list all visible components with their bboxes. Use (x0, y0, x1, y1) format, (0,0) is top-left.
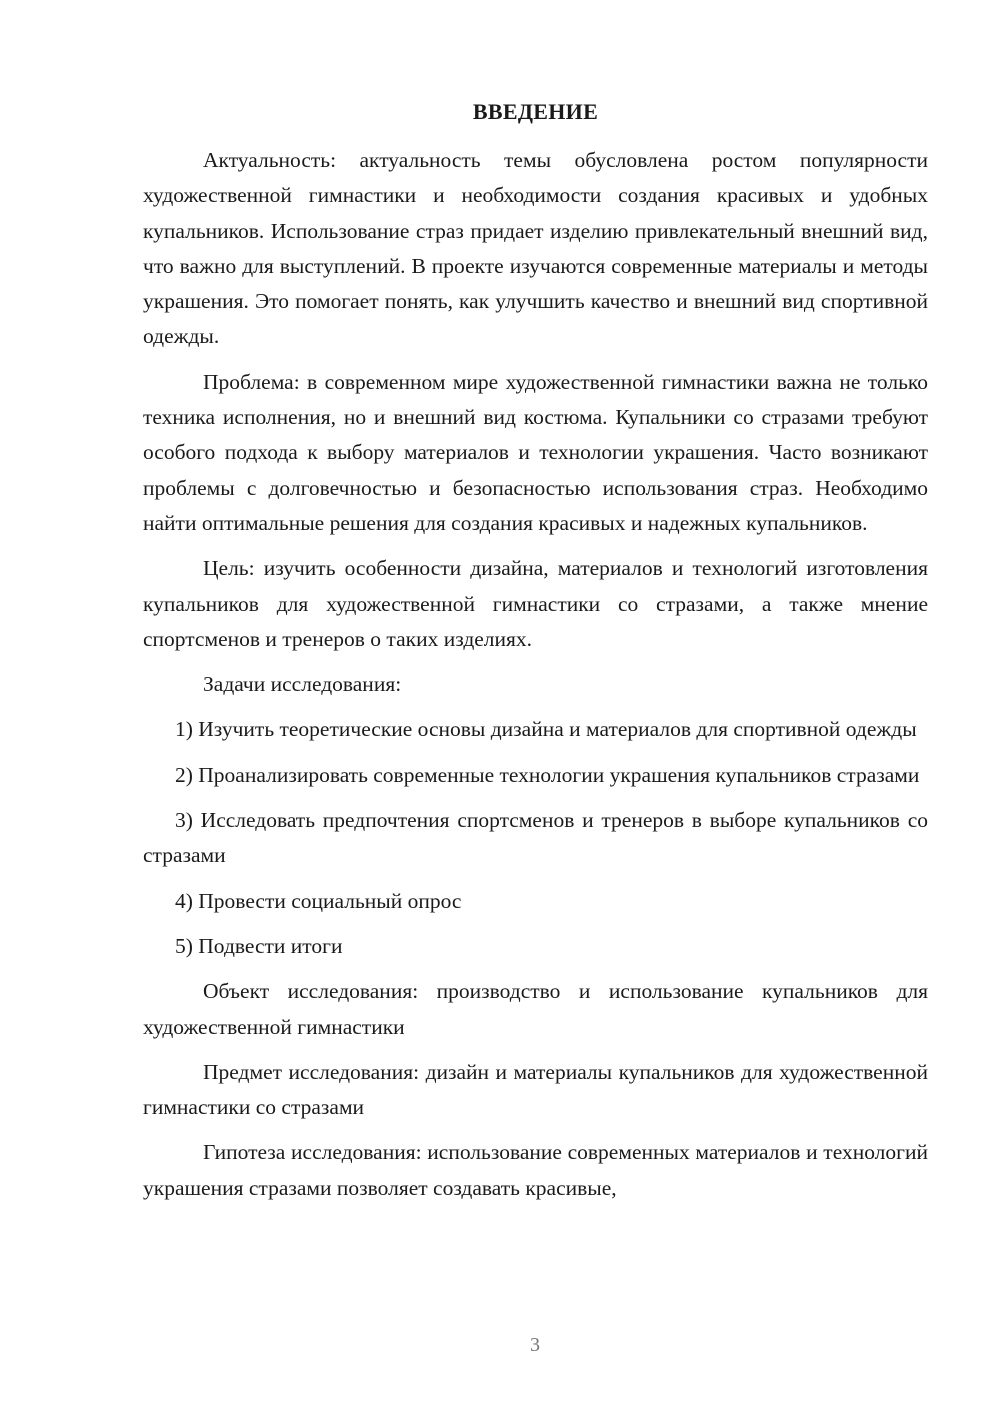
goal-paragraph: Цель: изучить особенности дизайна, материалов и технологий изготовления купальников для художественной гимнастики со стразами, а также мнение спортсменов и тренеров о таких изделиях. (143, 556, 928, 651)
page-content (143, 94, 928, 1216)
page-number: 3 (530, 1334, 540, 1356)
task-item-4: 4) Провести социальный опрос (175, 888, 462, 913)
task-item-5: 5) Подвести итоги (175, 933, 343, 958)
section-title: ВВЕДЕНИЕ (472, 99, 599, 124)
tasks-heading: Задачи исследования: (203, 672, 402, 697)
task-item-1: 1) Изучить теоретические основы дизайна и материалов для спортивной одежды (175, 717, 917, 742)
relevance-paragraph: Актуальность: актуальность темы обусловлена ростом популярности художественной гимнастики и необходимости создания красивых и удобных купальников. Использование страз придает изделию привлекательный внешний вид, что важно для выступлений. В проекте изучаются современные материалы и методы украшения. Это помогает понять, как улучшить качество и внешний вид спортивной одежды. (143, 148, 928, 349)
subject-paragraph: Предмет исследования: дизайн и материалы купальников для художественной гимнастики со стразами (143, 1059, 928, 1120)
task-item-2: 2) Проанализировать современные технологии украшения купальников стразами (175, 762, 920, 787)
hypothesis-paragraph: Гипотеза исследования: использование современных материалов и технологий украшения стразами позволяет создавать красивые, (143, 1140, 928, 1200)
problem-paragraph: Проблема: в современном мире художественной гимнастики важна не только техника исполнения, но и внешний вид костюма. Купальники со стразами требуют особого подхода к выбору материалов и технологии украшения. Часто возникают проблемы с долговечностью и безопасностью использования страз. Необходимо найти оптимальные решения для создания красивых и надежных купальников. (143, 369, 928, 535)
task-item-3: 3) Исследовать предпочтения спортсменов и тренеров в выборе купальников со стразами (143, 808, 928, 868)
object-paragraph: Объект исследования: производство и использование купальников для художественной гимнастики (143, 979, 928, 1039)
